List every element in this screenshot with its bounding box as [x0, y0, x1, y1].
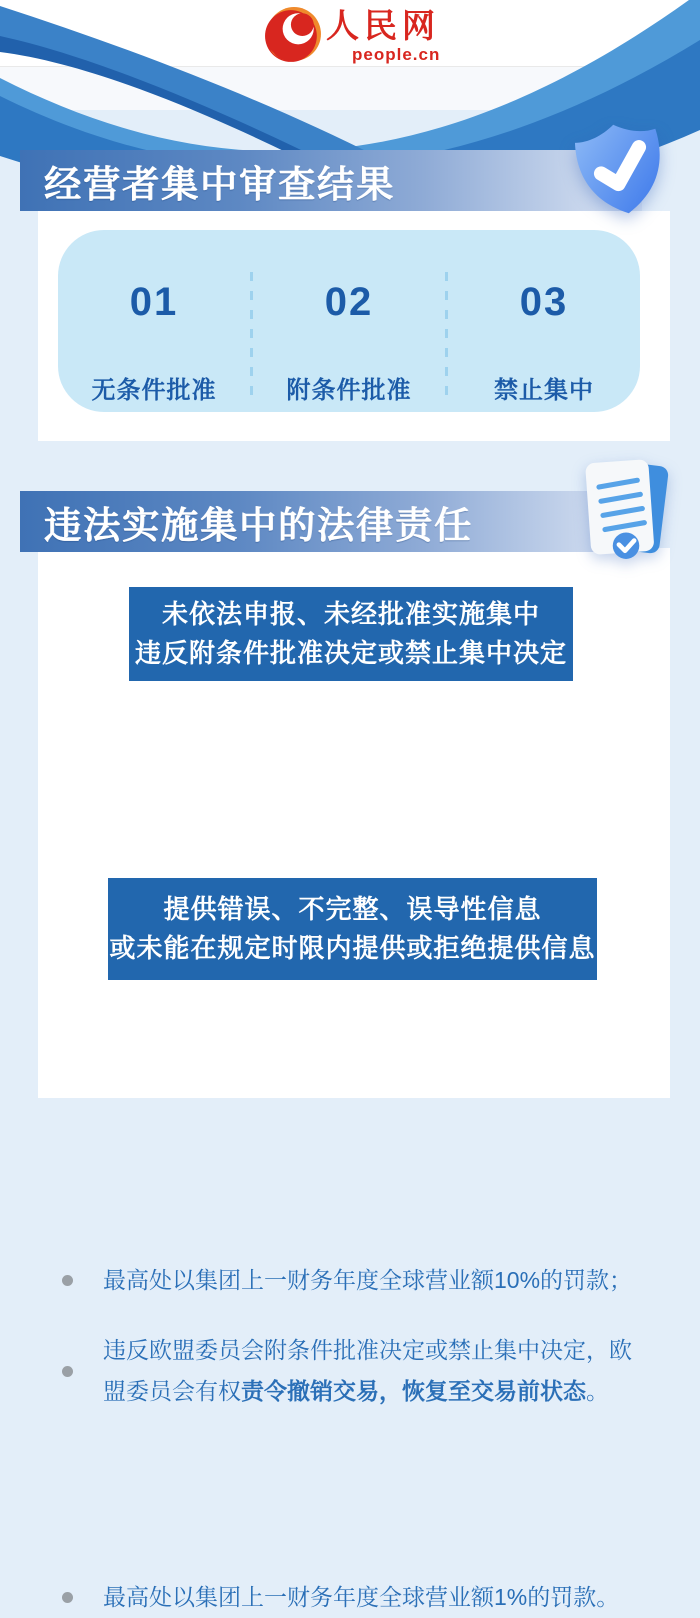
bullet2-text [103, 1330, 652, 1412]
brand-name: 人民网 [326, 9, 440, 45]
section-header-review [20, 150, 642, 211]
result-number-2: 02 [324, 280, 374, 324]
document-check-icon [580, 456, 670, 562]
review-results-box [58, 230, 640, 412]
liability-card [38, 548, 670, 1610]
bullet-dot-icon [62, 1275, 73, 1286]
bullet-dot-icon [62, 1366, 73, 1377]
bullet2-bold: 责令撤销交易，恢复至交易前状态 [241, 1378, 586, 1404]
brand-domain: people.cn [352, 45, 441, 64]
bullet2-prefix: 违反欧盟委员会附条件批准决定或禁止集中决定，欧盟委员会有权 [103, 1337, 632, 1404]
result-number-3: 03 [519, 280, 569, 324]
result-label-1: 无条件批准 [91, 377, 217, 404]
section-header-liability [20, 491, 642, 552]
bullet3-text: 最高处以集团上一财务年度全球营业额1%的罚款。 [103, 1584, 620, 1610]
people-cn-logo[interactable] [264, 6, 440, 64]
result-label-2: 附条件批准 [286, 377, 412, 404]
review-results-card [38, 211, 670, 441]
bullet1-text: 最高处以集团上一财务年度全球营业额10%的罚款； [103, 1267, 633, 1293]
result-label-3: 禁止集中 [494, 377, 594, 404]
result-item-1 [58, 230, 250, 412]
people-cn-swirl-icon [264, 6, 322, 64]
liability-banner-1 [129, 587, 573, 681]
liability-bullet-1 [62, 1260, 652, 1301]
bullet2-suffix: 。 [586, 1378, 609, 1404]
banner2-line2: 或未能在规定时限内提供或拒绝提供信息 [109, 933, 596, 963]
bullet-dot-icon [62, 1592, 73, 1603]
liability-bullet-3 [62, 1577, 652, 1618]
result-number-1: 01 [129, 280, 179, 324]
banner2-line1: 提供错误、不完整、误导性信息 [163, 894, 542, 924]
section-title-review: 经营者集中审查结果 [44, 164, 395, 206]
section-title-liability: 违法实施集中的法律责任 [44, 505, 473, 547]
shield-check-icon [570, 118, 672, 220]
banner1-line2: 违反附条件批准决定或禁止集中决定 [134, 638, 567, 668]
result-item-2 [253, 230, 445, 412]
banner1-line1: 未依法申报、未经批准实施集中 [161, 599, 540, 629]
liability-banner-2 [108, 878, 597, 980]
result-item-3 [448, 230, 640, 412]
liability-bullet-2 [62, 1330, 652, 1412]
